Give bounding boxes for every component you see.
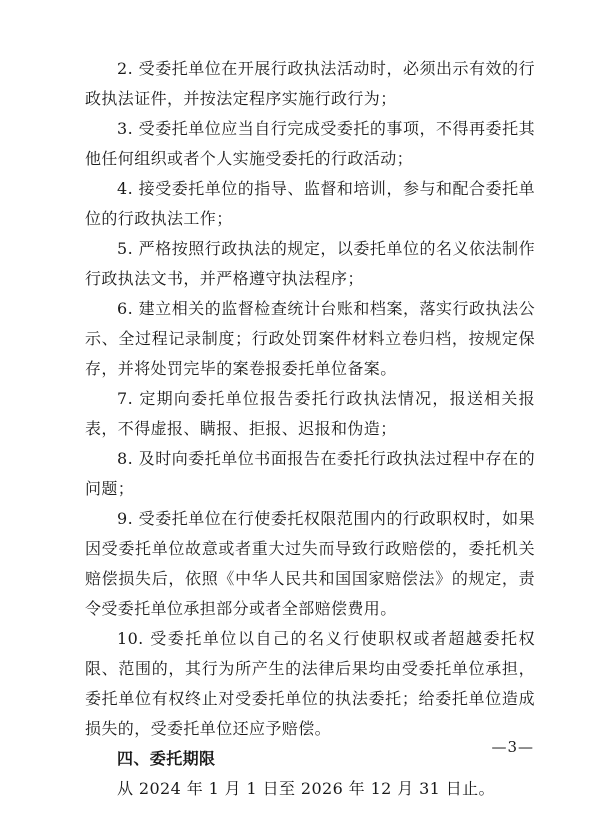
section-heading-term: 四、委托期限 <box>117 749 216 768</box>
term-text: 从 2024 年 1 月 1 日至 2026 年 12 月 31 日止。 <box>117 779 495 798</box>
clause-6: 6. 建立相关的监督检查统计台账和档案，落实行政执法公示、全过程记录制度；行政处罚案件材料立卷归档，按规定保存，并将处罚完毕的案卷报委托单位备案。 <box>85 299 535 378</box>
clause-9: 9. 受委托单位在行使委托权限范围内的行政职权时，如果因受委托单位故意或者重大过失而导致行政赔偿的，委托机关赔偿损失后，依照《中华人民共和国国家赔偿法》的规定，责令受委托单位承担部分或者全部赔偿费用。 <box>85 509 535 618</box>
clause-2: 2. 受委托单位在开展行政执法活动时，必须出示有效的行政执法证件，并按法定程序实施行政行为； <box>85 59 535 108</box>
clause-10: 10. 受委托单位以自己的名义行使职权或者超越委托权限、范围的，其行为所产生的法律后果均由受委托单位承担，委托单位有权终止对受委托单位的执法委托；给委托单位造成损失的，受委托单位还应予赔偿。 <box>85 629 535 738</box>
clause-5: 5. 严格按照行政执法的规定，以委托单位的名义依法制作行政执法文书，并严格遵守执法程序； <box>85 239 535 288</box>
document-body <box>85 54 535 804</box>
page-number: —3— <box>491 738 534 756</box>
clause-8: 8. 及时向委托单位书面报告在委托行政执法过程中存在的问题； <box>85 449 535 498</box>
clause-4: 4. 接受委托单位的指导、监督和培训，参与和配合委托单位的行政执法工作； <box>85 179 535 228</box>
clause-7: 7. 定期向委托单位报告委托行政执法情况，报送相关报表，不得虚报、瞒报、拒报、迟报和伪造； <box>85 389 535 438</box>
clause-3: 3. 受委托单位应当自行完成受委托的事项，不得再委托其他任何组织或者个人实施受委托的行政活动； <box>85 119 535 168</box>
